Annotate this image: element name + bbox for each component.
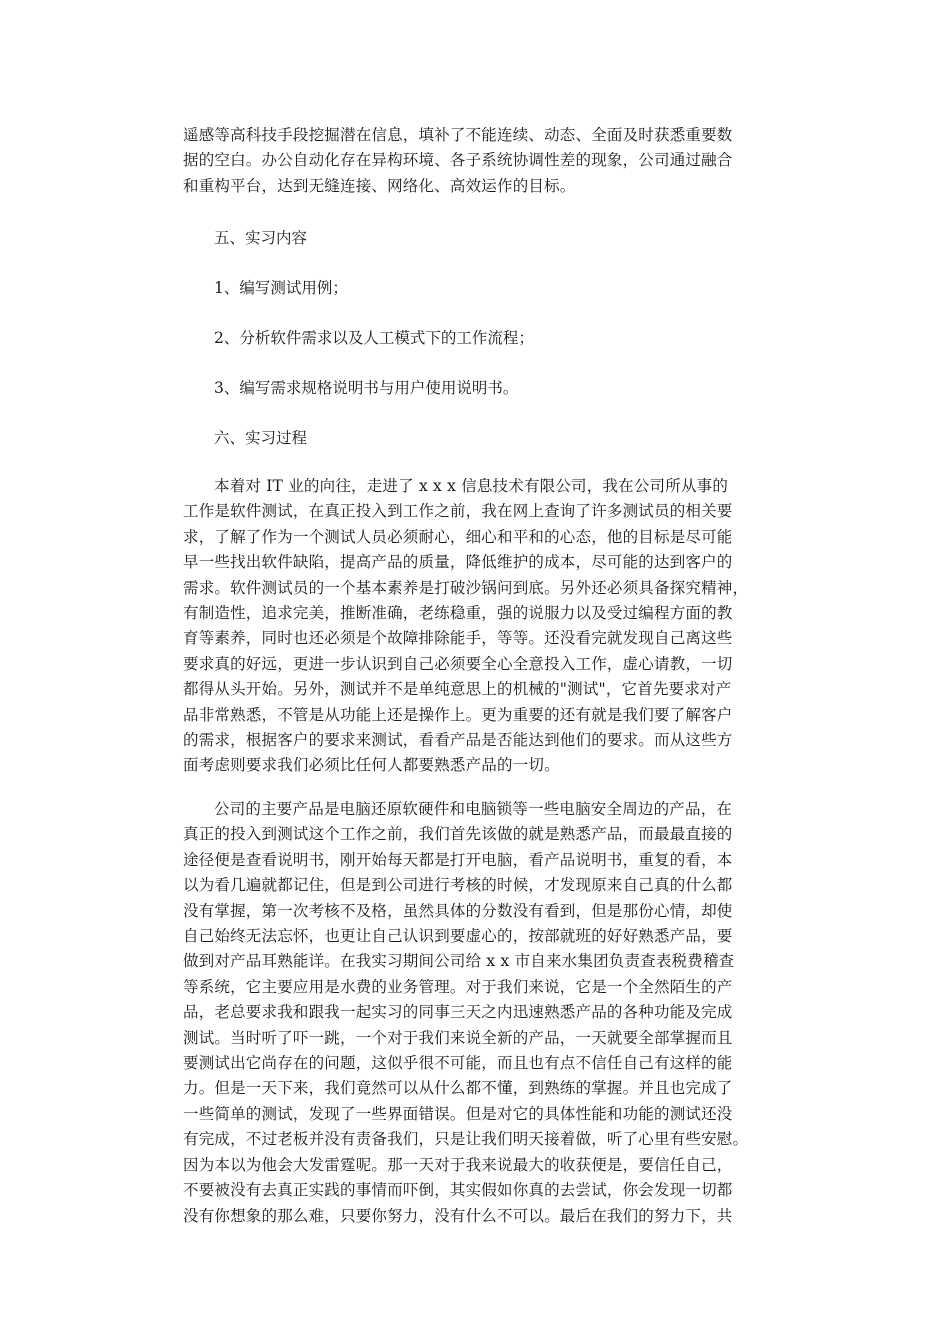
paragraph-line: 以为看几遍就都记住，但是到公司进行考核的时候，才发现原来自己真的什么都 [183, 876, 733, 895]
paragraph-line: 都得从头开始。另外，测试并不是单纯意思上的机械的"测试"，它首先要求对产 [183, 680, 732, 699]
paragraph-line: 品，老总要求我和跟我一起实习的同事三天之内迅速熟悉产品的各种功能及完成 [183, 1003, 733, 1022]
paragraph-line: 求，了解了作为一个测试人员必须耐心，细心和平和的心态，他的目标是尽可能 [183, 527, 733, 546]
intro-line: 遥感等高科技手段挖掘潜在信息，填补了不能连续、动态、全面及时获悉重要数 [183, 126, 733, 144]
paragraph-line: 真正的投入到测试这个工作之前，我们首先该做的就是熟悉产品，而最最直接的 [183, 825, 733, 844]
paragraph-line: 一些简单的测试，发现了一些界面错误。但是对它的具体性能和功能的测试还没 [183, 1104, 733, 1123]
intro-paragraph [183, 123, 773, 199]
list-item-1: 1、编写测试用例； [214, 279, 348, 297]
paragraph-line: 本着对 IT 业的向往，走进了 x x x 信息技术有限公司，我在公司所从事的 [214, 477, 729, 495]
paragraph-line: 因为本以为他会大发雷霆呢。那一天对于我来说最大的收获便是，要信任自己， [183, 1155, 733, 1174]
paragraph-line: 等系统，它主要应用是水费的业务管理。对于我们来说，它是一个全然陌生的产 [183, 977, 733, 996]
paragraph-line: 没有掌握，第一次考核不及格，虽然具体的分数没有看到，但是那份心情，却使 [183, 901, 733, 920]
paragraph-line: 有制造性，追求完美，推断准确，老练稳重，强的说服力以及受过编程方面的教 [183, 604, 733, 623]
paragraph-line: 品非常熟悉，不管是从功能上还是操作上。更为重要的还有就是我们要了解客户 [183, 705, 733, 724]
intro-line: 和重构平台，达到无缝连接、网络化、高效运作的目标。 [183, 176, 576, 195]
paragraph-line: 的需求，根据客户的要求来测试，看看产品是否能达到他们的要求。而从这些方 [183, 731, 733, 750]
paragraph-line: 做到对产品耳熟能详。在我实习期间公司给 x x 市自来水集团负责查表税费稽查 [183, 952, 735, 971]
list-item-3: 3、编写需求规格说明书与用户使用说明书。 [214, 379, 519, 397]
paragraph-line: 公司的主要产品是电脑还原软硬件和电脑锁等一些电脑安全周边的产品，在 [214, 800, 733, 818]
paragraph-line: 工作是软件测试，在真正投入到工作之前，我在网上查询了许多测试员的相关要 [183, 502, 733, 521]
paragraph-line: 测试。当时听了吓一跳，一个对于我们来说全新的产品，一天就要全部掌握而且 [183, 1028, 733, 1047]
section-five-title: 五、实习内容 [214, 229, 308, 247]
paragraph-line: 有完成，不过老板并没有责备我们，只是让我们明天接着做，听了心里有些安慰。 [183, 1130, 749, 1149]
list-item-2: 2、分析软件需求以及人工模式下的工作流程； [214, 329, 534, 347]
paragraph-line: 需求。软件测试员的一个基本素养是打破沙锅问到底。另外还必须具备探究精神， [183, 578, 749, 597]
paragraph-line: 要测试出它尚存在的问题，这似乎很不可能，而且也有点不信任自己有这样的能 [183, 1054, 733, 1073]
paragraph-line: 途径便是查看说明书，刚开始每天都是打开电脑，看产品说明书，重复的看，本 [183, 850, 733, 869]
paragraph-two [183, 797, 773, 1229]
section-six-title: 六、实习过程 [214, 429, 308, 447]
paragraph-one [183, 474, 773, 779]
intro-line: 据的空白。办公自动化存在异构环境、各子系统协调性差的现象，公司通过融合 [183, 151, 733, 170]
paragraph-line: 不要被没有去真正实践的事情而吓倒，其实假如你真的去尝试，你会发现一切都 [183, 1181, 733, 1200]
paragraph-line: 早一些找出软件缺陷，提高产品的质量，降低维护的成本，尽可能的达到客户的 [183, 553, 733, 572]
paragraph-line: 育等素养，同时也还必须是个故障排除能手，等等。还没看完就发现自己离这些 [183, 629, 733, 648]
paragraph-line: 力。但是一天下来，我们竟然可以从什么都不懂，到熟练的掌握。并且也完成了 [183, 1079, 733, 1098]
paragraph-line: 要求真的好远，更进一步认识到自己必须要全心全意投入工作，虚心请教，一切 [183, 654, 733, 673]
paragraph-line: 面考虑则要求我们必须比任何人都要熟悉产品的一切。 [183, 756, 560, 775]
paragraph-line: 没有你想象的那么难，只要你努力，没有什么不可以。最后在我们的努力下，共 [183, 1206, 733, 1225]
paragraph-line: 自己始终无法忘怀，也更让自己认识到要虚心的，按部就班的好好熟悉产品，要 [183, 927, 733, 946]
